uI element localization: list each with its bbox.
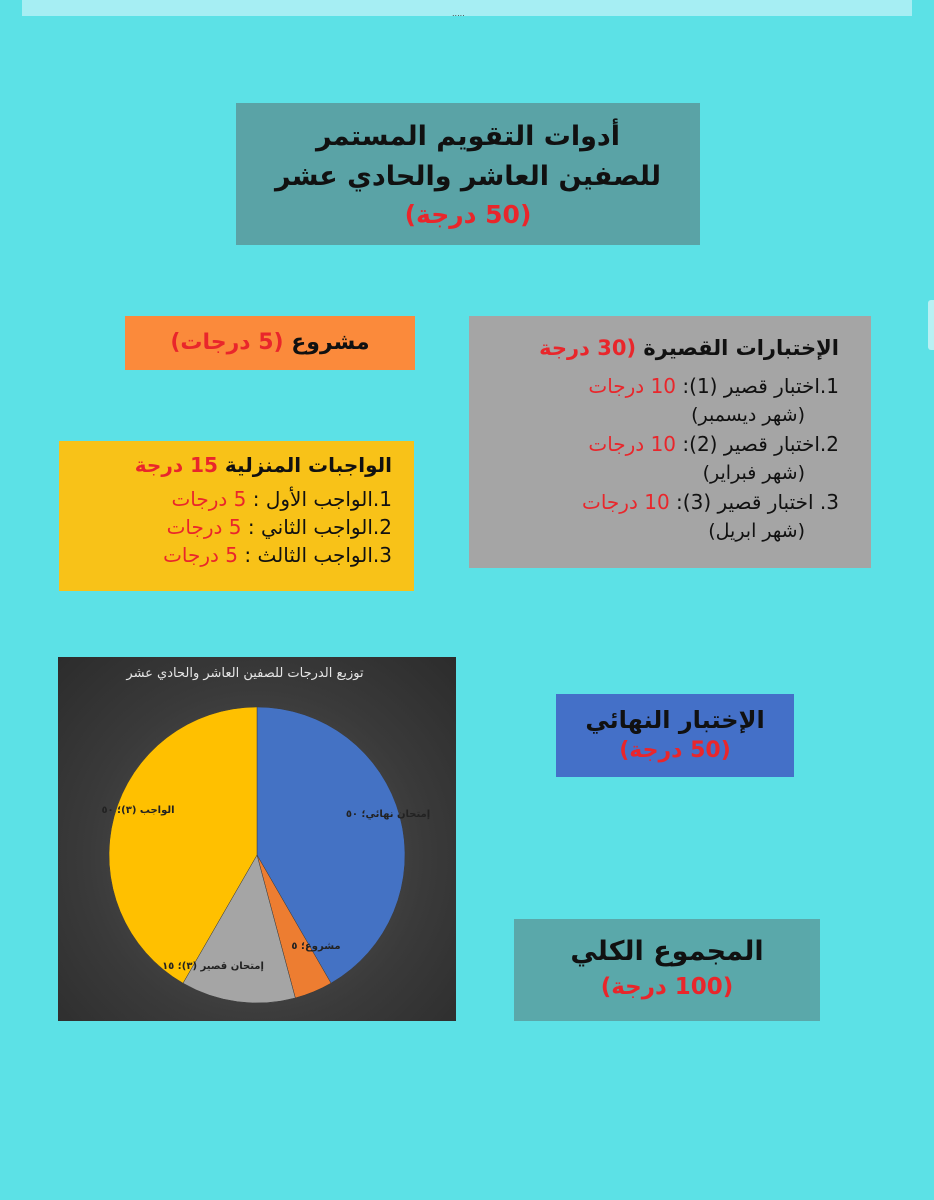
title-box [236,103,700,245]
top-banner-strip: ..... [22,0,912,16]
pie-label-1: إمتحان نهائي؛ ٥٠ [345,809,431,820]
title-score: (50 درجة) [404,200,532,229]
final-exam-box [556,694,794,777]
homework-3-score: 5 درجات [163,543,239,567]
quiz-3-score: 10 درجات [582,490,670,514]
total-box [514,919,820,1021]
homework-1-score: 5 درجات [171,487,247,511]
grade-distribution-chart [58,657,456,1021]
quizzes-heading-score: (30 درجة [539,336,637,360]
final-exam-score: (50 درجة) [619,738,731,763]
quiz-1-label: 1.اختبار قصير (1): [682,374,839,398]
final-exam-label: الإختبار النهائي [585,706,765,734]
project-box [125,316,415,370]
quiz-item-2 [489,430,839,488]
project-label: مشروع [291,330,370,355]
homework-2-label: 2.الواجب الثاني : [247,515,392,539]
title-line-1: أدوات التقويم المستمر [315,121,621,152]
homework-heading-score: 15 درجة [134,453,218,477]
pie-label-3: إمتحان قصير (٣)؛ ١٥ [162,961,264,972]
scroll-edge-handle[interactable] [928,300,934,350]
quiz-3-label: 3. اختبار قصير (3): [676,490,839,514]
quiz-1-score: 10 درجات [588,374,677,398]
homework-2-score: 5 درجات [166,515,242,539]
pie-chart-svg [58,657,456,1021]
homework-item-2 [71,513,392,541]
quiz-2-label: 2.اختبار قصير (2): [682,432,839,456]
chart-title: توزيع الدرجات للصفين العاشر والحادي عشر [126,666,364,681]
total-score: (100 درجة) [600,974,734,1000]
quiz-1-month: (شهر ديسمبر) [691,404,805,426]
homework-item-3 [71,541,392,569]
title-line-2: للصفين العاشر والحادي عشر [275,161,661,192]
quiz-2-score: 10 درجات [588,432,677,456]
homework-item-1 [71,485,392,513]
pie-label-2: مشروع؛ ٥ [291,941,341,952]
quiz-2-month: (شهر فبراير) [702,462,805,484]
homework-box [59,441,414,591]
quiz-3-month: (شهر ابريل) [708,520,805,542]
total-label: المجموع الكلي [570,936,764,967]
pie-label-4: الواجب (٣)؛ ٥٠ [101,805,175,816]
quizzes-box [469,316,871,568]
quizzes-heading: الإختبارات القصيرة [643,336,839,360]
homework-1-label: 1.الواجب الأول : [252,487,392,511]
quiz-item-1 [489,372,839,430]
project-score: (5 درجات) [170,330,284,355]
homework-3-label: 3.الواجب الثالث : [244,543,392,567]
homework-heading: الواجبات المنزلية [224,453,392,477]
quiz-item-3 [489,488,839,546]
